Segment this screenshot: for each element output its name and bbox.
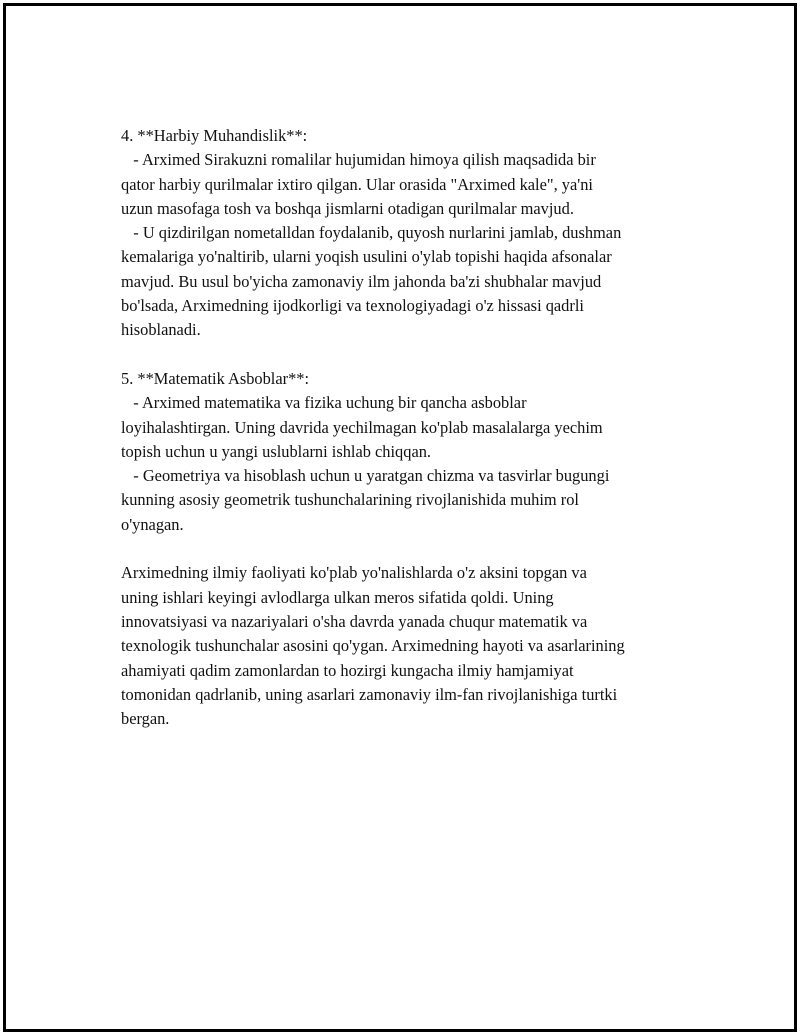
- text-line: - Arximed Sirakuzni romalilar hujumidan himoya qilish maqsadida bir: [121, 150, 596, 170]
- text-line: uzun masofaga tosh va boshqa jismlarni otadigan qurilmalar mavjud.: [121, 198, 574, 218]
- text-line: bo'lsada, Arximedning ijodkorligi va texnologiyadagi o'z hissasi qadrli: [121, 296, 584, 316]
- text-line: tomonidan qadrlanib, uning asarlari zamonaviy ilm-fan rivojlanishiga turtki: [121, 684, 618, 704]
- text-line: - Arximed matematika va fizika uchung bir qancha asboblar: [121, 393, 527, 413]
- text-line: uning ishlari keyingi avlodlarga ulkan meros sifatida qoldi. Uning: [121, 587, 554, 607]
- text-line: bergan.: [121, 709, 170, 729]
- text-line: innovatsiyasi va nazariyalari o'sha davrda yanada chuqur matematik va: [121, 611, 588, 631]
- text-line: - Geometriya va hisoblash uchun u yaratgan chizma va tasvirlar bugungi: [121, 466, 610, 486]
- text-line: texnologik tushunchalar asosini qo'ygan. Arximedning hayoti va asarlarining: [121, 636, 625, 656]
- section-heading: 4. **Harbiy Muhandislik**:: [121, 126, 308, 145]
- section-heading: 5. **Matematik Asboblar**:: [121, 368, 310, 388]
- document-body: [121, 124, 701, 731]
- text-line: kemalariga yo'naltirib, ularni yoqish usulini o'ylab topishi haqida afsonalar: [121, 247, 612, 267]
- text-line: - U qizdirilgan nometalldan foydalanib, quyosh nurlarini jamlab, dushman: [121, 223, 622, 243]
- text-line: kunning asosiy geometrik tushunchalarining rivojlanishida muhim rol: [121, 490, 579, 510]
- paragraph-spacer: [121, 343, 701, 367]
- text-line: ahamiyati qadim zamonlardan to hozirgi kungacha ilmiy hamjamiyat: [121, 660, 574, 680]
- text-line: topish uchun u yangi uslublarni ishlab chiqqan.: [121, 441, 432, 461]
- text-line: Arximedning ilmiy faoliyati ko'plab yo'nalishlarda o'z aksini topgan va: [121, 563, 587, 583]
- section-military-engineering: [121, 124, 701, 343]
- text-line: hisoblanadi.: [121, 320, 201, 340]
- conclusion-paragraph: [121, 561, 701, 731]
- section-mathematical-instruments: [121, 367, 701, 537]
- text-line: mavjud. Bu usul bo'yicha zamonaviy ilm jahonda ba'zi shubhalar mavjud: [121, 271, 602, 291]
- paragraph-spacer: [121, 537, 701, 561]
- text-line: loyihalashtirgan. Uning davrida yechilmagan ko'plab masalalarga yechim: [121, 417, 603, 437]
- page-frame: [3, 3, 797, 1032]
- text-line: qator harbiy qurilmalar ixtiro qilgan. Ular orasida "Arximed kale", ya'ni: [121, 174, 593, 194]
- text-line: o'ynagan.: [121, 514, 184, 534]
